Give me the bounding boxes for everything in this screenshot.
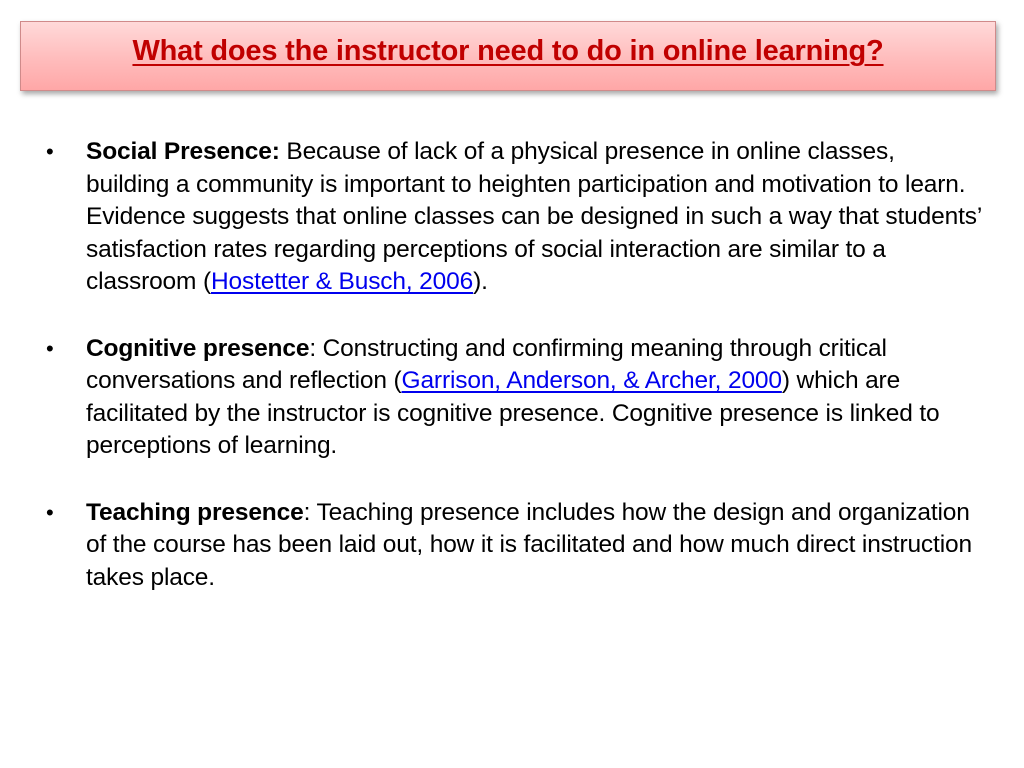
bullet-term: Cognitive presence bbox=[86, 334, 310, 362]
slide-title: What does the instructor need to do in online learning? bbox=[132, 35, 884, 67]
citation-link[interactable]: Garrison, Anderson, & Archer, 2000 bbox=[401, 367, 782, 394]
bullet-icon: • bbox=[46, 335, 54, 361]
bullet-term: Teaching presence bbox=[86, 498, 304, 526]
bullet-social-presence bbox=[44, 136, 984, 299]
bullet-text: : Constructing and confirming meaning through critical conversations and reflection ( bbox=[86, 334, 887, 394]
bullet-text: : Teaching presence includes how the design and organization of the course has been laid out, how it is facilitated and how much direct instruction takes place. bbox=[86, 498, 972, 591]
title-banner bbox=[20, 21, 996, 91]
bullet-term: Social Presence: bbox=[86, 138, 280, 165]
bullet-teaching-presence bbox=[44, 497, 984, 595]
bullet-text-end: ). bbox=[473, 268, 488, 295]
bullet-icon: • bbox=[46, 139, 54, 164]
bullet-list bbox=[44, 136, 984, 628]
bullet-text-end: ) which are facilitated by the instructor is cognitive presence. Cognitive presence is linked to perceptions of learning. bbox=[86, 367, 940, 459]
bullet-icon: • bbox=[46, 499, 54, 525]
citation-link[interactable]: Hostetter & Busch, 2006 bbox=[210, 268, 474, 295]
bullet-cognitive-presence bbox=[44, 333, 984, 463]
bullet-text: Because of lack of a physical presence in online classes, building a community is important to heighten participation and motivation to learn. Evidence suggests that online classes can be designed in such a way that students’ satisfaction rates regarding perceptions of social interaction are similar to a classroom ( bbox=[86, 138, 982, 295]
